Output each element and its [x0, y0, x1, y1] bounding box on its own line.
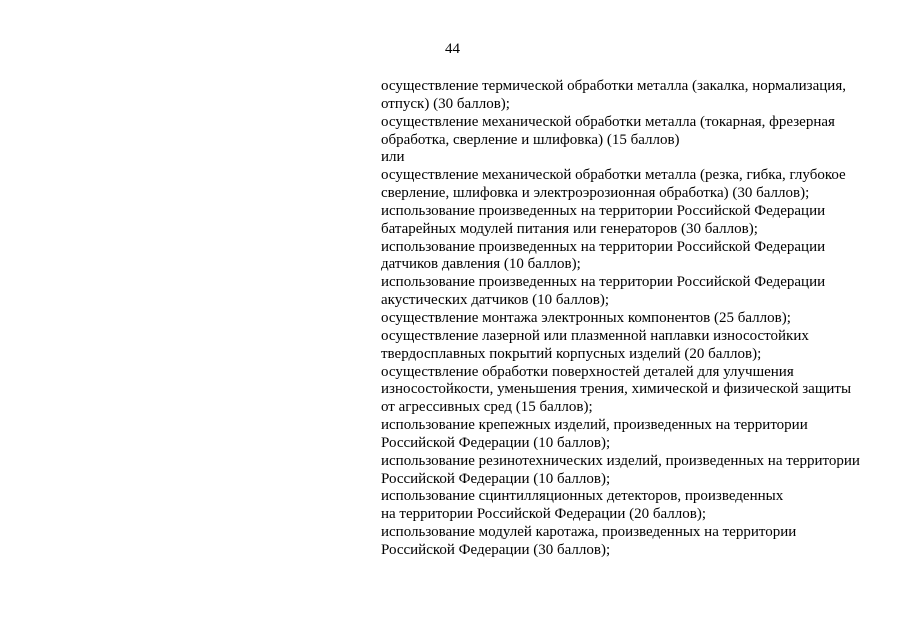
text-line: сверление, шлифовка и электроэрозионная обработка) (30 баллов);	[381, 185, 810, 202]
text-line: использование произведенных на территории Российской Федерации	[381, 238, 826, 255]
text-line: износостойкости, уменьшения трения, химической и физической защиты	[381, 381, 852, 398]
text-line: осуществление обработки поверхностей деталей для улучшения	[381, 363, 794, 380]
text-line: датчиков давления (10 баллов);	[381, 256, 581, 273]
text-line: использование произведенных на территории Российской Федерации	[381, 274, 826, 291]
text-line: на территории Российской Федерации (20 баллов);	[381, 506, 706, 523]
page-number: 44	[445, 41, 460, 57]
text-line: использование крепежных изделий, произведенных на территории	[381, 417, 808, 434]
text-line: Российской Федерации (10 баллов);	[381, 434, 611, 451]
text-line: Российской Федерации (30 баллов);	[381, 541, 611, 558]
text-line: отпуск) (30 баллов);	[381, 95, 510, 112]
text-line: использование модулей каротажа, произведенных на территории	[381, 524, 797, 541]
text-line: использование произведенных на территории Российской Федерации	[381, 202, 826, 219]
text-line: батарейных модулей питания или генераторов (30 баллов);	[381, 220, 758, 237]
text-line: осуществление механической обработки металла (резка, гибка, глубокое	[381, 167, 846, 184]
text-line: акустических датчиков (10 баллов);	[381, 292, 610, 309]
text-line: использование сцинтилляционных детекторов, произведенных	[381, 488, 784, 505]
text-line: осуществление монтажа электронных компонентов (25 баллов);	[381, 309, 791, 326]
text-line: осуществление механической обработки металла (токарная, фрезерная	[381, 113, 835, 130]
text-line: осуществление лазерной или плазменной наплавки износостойких	[381, 327, 809, 344]
text-line: Российской Федерации (10 баллов);	[381, 470, 611, 487]
text-line: осуществление термической обработки металла (закалка, нормализация,	[381, 78, 846, 94]
text-line: обработка, сверление и шлифовка) (15 баллов)	[381, 131, 680, 148]
text-line: твердосплавных покрытий корпусных изделий (20 баллов);	[381, 345, 762, 362]
document-body	[381, 78, 881, 560]
text-line: или	[381, 149, 405, 166]
text-line: от агрессивных сред (15 баллов);	[381, 399, 593, 416]
text-line: использование резинотехнических изделий, произведенных на территории	[381, 452, 860, 469]
